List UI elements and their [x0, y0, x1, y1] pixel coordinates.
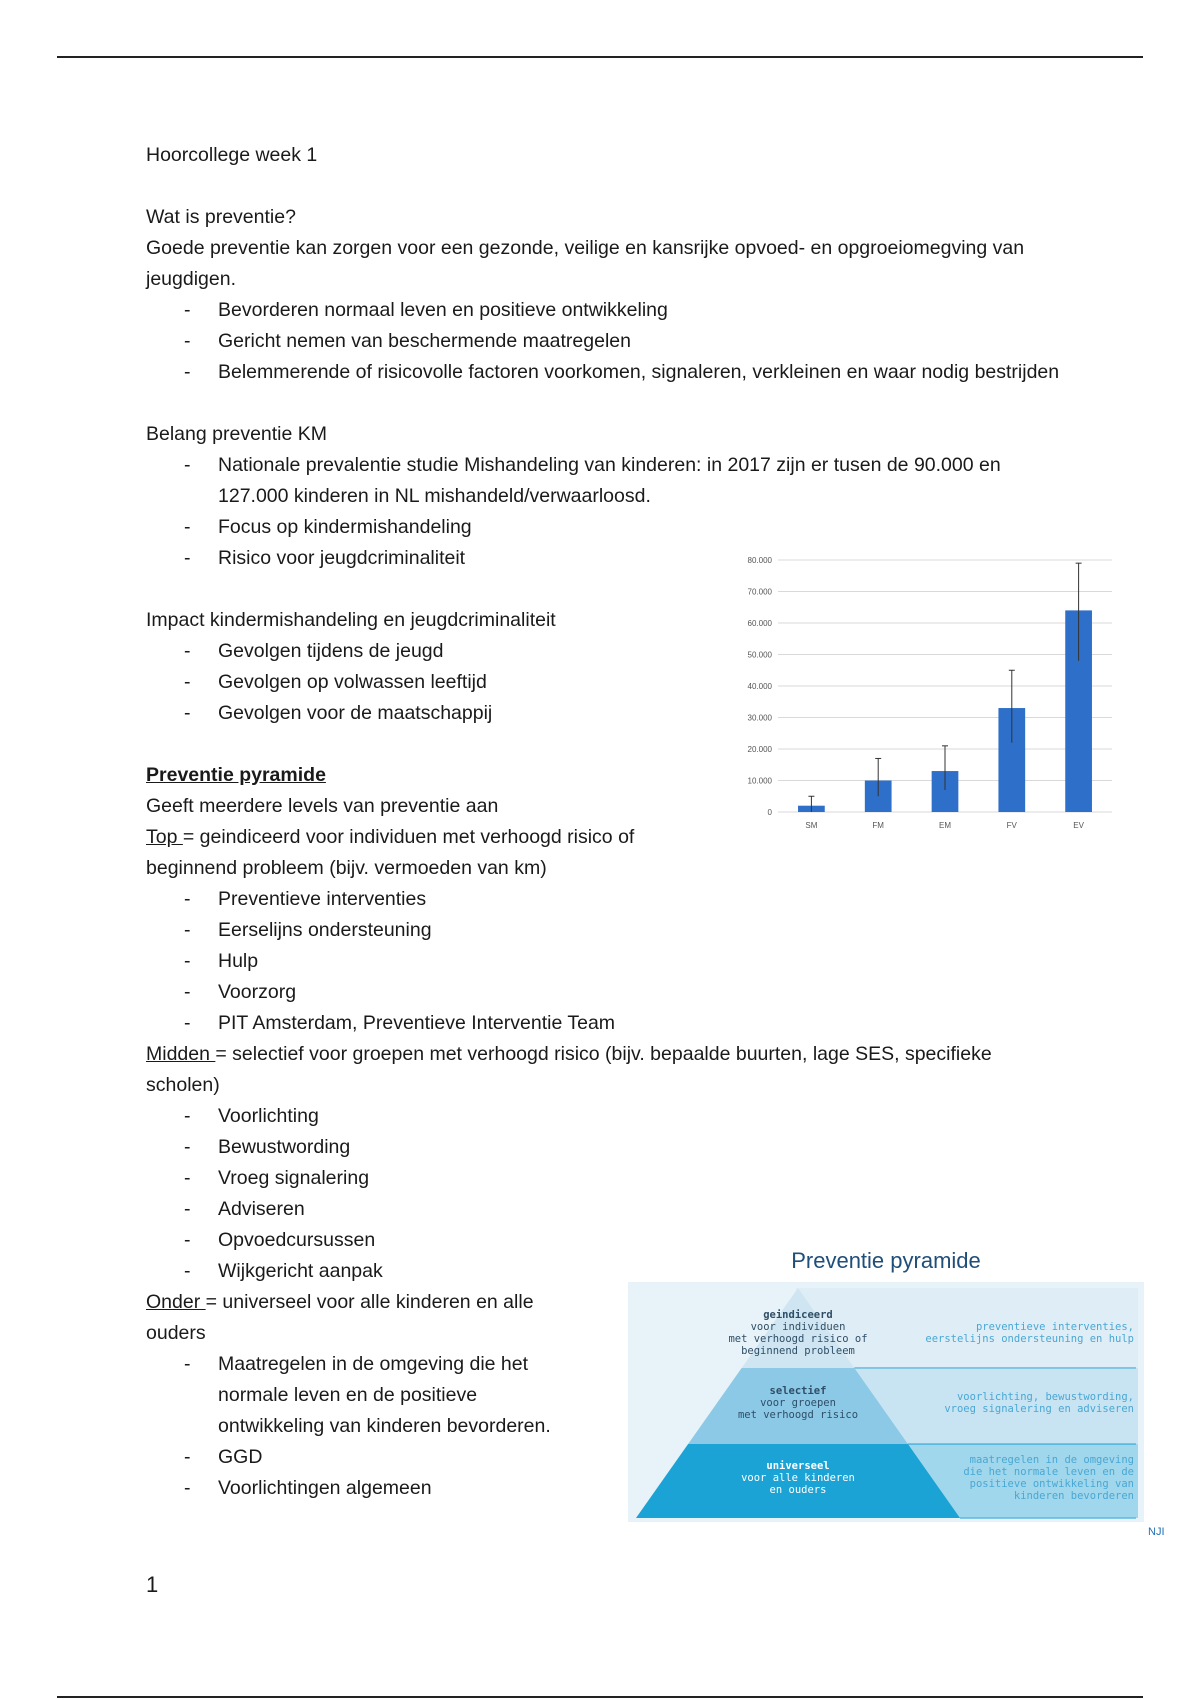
- list-item: - PIT Amsterdam, Preventieve Interventie Team: [218, 1008, 1066, 1039]
- section-heading-impact: Impact kindermishandeling en jeugdcriminaliteit: [146, 609, 556, 631]
- list-item: - Belemmerende of risicovolle factoren voorkomen, signaleren, verkleinen en waar nodig bestrijden: [218, 357, 1066, 388]
- pyramid-level-desc: en ouders: [769, 1484, 827, 1496]
- pyramid-level-desc: voor groepen: [760, 1397, 836, 1409]
- y-tick-label: 80.000: [747, 556, 772, 565]
- bullet-list: [146, 884, 1066, 1039]
- x-tick-label: FV: [1006, 821, 1017, 830]
- x-tick-label: EV: [1073, 821, 1084, 830]
- bar-chart: [720, 548, 1120, 848]
- pyramid-level-desc: voor individuen: [750, 1321, 846, 1333]
- document-title: Hoorcollege week 1: [146, 144, 318, 166]
- middle-text: = selectief voor groepen met verhoogd risico (bijv. bepaalde buurten, lage SES, specifieke scholen): [146, 1043, 992, 1096]
- list-item: - Voorzorg: [218, 977, 1066, 1008]
- top-label: Top: [146, 826, 183, 848]
- pyramid-level-desc: beginnend probleem: [741, 1345, 855, 1357]
- list-item: - Hulp: [218, 946, 1066, 977]
- list-item: - Adviseren: [218, 1194, 1066, 1225]
- list-item: - Gevolgen tijdens de jeugd: [218, 636, 1066, 667]
- pyramid-level-name: geindiceerd: [763, 1309, 833, 1321]
- list-item: - Gevolgen op volwassen leeftijd: [218, 667, 1066, 698]
- pyramid-right-text: preventieve interventies,: [975, 1321, 1134, 1333]
- list-item: - Preventieve interventies: [218, 884, 1066, 915]
- x-tick-label: EM: [939, 821, 951, 830]
- list-item: - Vroeg signalering: [218, 1163, 1066, 1194]
- pyramid-level-name: universeel: [766, 1460, 830, 1472]
- y-tick-label: 60.000: [747, 619, 772, 628]
- x-tick-label: SM: [805, 821, 818, 830]
- list-item: - Eerselijns ondersteuning: [218, 915, 1066, 946]
- pyramid-right-text: vroeg signalering en adviseren: [944, 1403, 1134, 1415]
- section-heading-belang: Belang preventie KM: [146, 423, 328, 445]
- middle-label: Midden: [146, 1043, 216, 1065]
- pyramid-right-text: voorlichting, bewustwording,: [956, 1391, 1134, 1403]
- bullet-list: [146, 295, 1066, 388]
- y-tick-label: 70.000: [747, 587, 772, 597]
- x-tick-label: FM: [872, 821, 884, 830]
- top-definition: [146, 822, 686, 884]
- list-item: - Wijkgericht aanpak: [218, 1256, 1066, 1287]
- pyramid-right-text: die het normale leven en de: [963, 1466, 1134, 1478]
- bottom-text: = universeel voor alle kinderen en alle ouders: [146, 1291, 534, 1344]
- bottom-definition: [146, 1287, 576, 1349]
- pyramid-right-text: positieve ontwikkeling van: [969, 1478, 1134, 1490]
- y-tick-label: 40.000: [747, 682, 772, 691]
- list-item: - Voorlichtingen algemeen: [218, 1473, 758, 1504]
- list-item: - Risico voor jeugdcriminaliteit: [218, 543, 1066, 574]
- prevention-pyramid-figure: [628, 1282, 1144, 1522]
- y-tick-label: 30.000: [747, 713, 772, 723]
- section-heading-wat-is-preventie: Wat is preventie?: [146, 206, 296, 228]
- section-intro: Geeft meerdere levels van preventie aan: [146, 795, 499, 817]
- section-paragraph: Goede preventie kan zorgen voor een gezonde, veilige en kansrijke opvoed- en opgroeiomegving van jeugdigen.: [146, 237, 1025, 290]
- pyramid-right-text: maatregelen in de omgeving: [969, 1454, 1134, 1466]
- pyramid-level-desc: met verhoogd risico of: [728, 1333, 868, 1345]
- list-item: - Opvoedcursussen: [218, 1225, 1066, 1256]
- section-heading-preventie-pyramide: Preventie pyramide: [146, 764, 326, 786]
- pyramid-level-name: selectief: [769, 1385, 827, 1397]
- pyramid-level-desc: voor alle kinderen: [741, 1472, 855, 1484]
- list-item: - Voorlichting: [218, 1101, 1066, 1132]
- top-rule: [57, 56, 1143, 58]
- pyramid-title: Preventie pyramide: [791, 1248, 981, 1273]
- list-item: - Nationale prevalentie studie Mishandeling van kinderen: in 2017 zijn er tusen de 90.000 en 127.000 kinderen in NL mishandeld/verwaarloosd.: [218, 450, 1066, 512]
- list-item: - Bevorderen normaal leven en positieve ontwikkeling: [218, 295, 1066, 326]
- list-item: - Bewustwording: [218, 1132, 1066, 1163]
- y-tick-label: 0: [767, 808, 772, 817]
- list-item: - Gericht nemen van beschermende maatregelen: [218, 326, 1066, 357]
- page-number: 1: [146, 1572, 159, 1597]
- pyramid-right-text: kinderen bevorderen: [1013, 1490, 1134, 1502]
- y-tick-label: 50.000: [747, 650, 772, 660]
- top-text: = geindiceerd voor individuen met verhoogd risico of beginnend probleem (bijv. vermoeden van km): [146, 826, 635, 879]
- pyramid-level-desc: met verhoogd risico: [737, 1409, 859, 1421]
- list-item: - Gevolgen voor de maatschappij: [218, 698, 1066, 729]
- bottom-label: Onder: [146, 1291, 206, 1313]
- y-tick-label: 10.000: [747, 776, 772, 786]
- y-tick-label: 20.000: [747, 745, 772, 754]
- list-item: - GGD: [218, 1442, 758, 1473]
- middle-definition: [146, 1039, 1066, 1101]
- bottom-rule: [57, 1696, 1143, 1698]
- pyramid-right-text: eerstelijns ondersteuning en hulp: [925, 1333, 1134, 1345]
- nji-credit: NJI: [1148, 1526, 1165, 1538]
- list-item: - Focus op kindermishandeling: [218, 512, 1066, 543]
- list-item: - Maatregelen in de omgeving die het normale leven en de positieve ontwikkeling van kinderen bevorderen.: [218, 1349, 578, 1442]
